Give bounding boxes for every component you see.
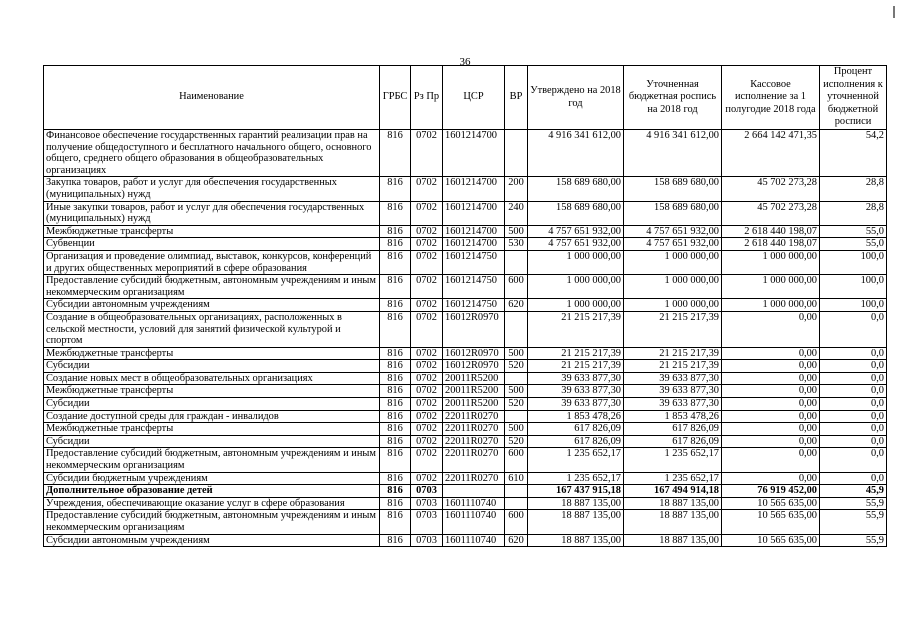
page-number: 36 (459, 56, 471, 68)
cell-csr: 1601214700 (443, 201, 505, 225)
cell-rzpr: 0702 (411, 385, 443, 398)
cell-grbs: 816 (380, 201, 411, 225)
cell-percent: 54,2 (820, 130, 887, 177)
cell-refined: 21 215 217,39 (624, 347, 722, 360)
header-grbs: ГРБС (380, 66, 411, 130)
table-row (44, 435, 887, 448)
cell-rzpr: 0702 (411, 238, 443, 251)
cell-cash: 0,00 (722, 435, 820, 448)
cell-rzpr: 0702 (411, 398, 443, 411)
cell-grbs: 816 (380, 435, 411, 448)
cell-refined: 39 633 877,30 (624, 372, 722, 385)
cell-csr: 1601214700 (443, 238, 505, 251)
cell-rzpr: 0702 (411, 250, 443, 274)
cell-name: Создание в общеобразовательных организациях, расположенных в сельской местности, условий для занятий физической культурой и спортом (44, 311, 380, 347)
cell-cash: 0,00 (722, 423, 820, 436)
cell-rzpr: 0702 (411, 472, 443, 485)
cell-percent: 0,0 (820, 448, 887, 472)
cell-approved: 4 757 651 932,00 (528, 225, 624, 238)
cell-cash: 1 000 000,00 (722, 250, 820, 274)
cell-name: Межбюджетные трансферты (44, 385, 380, 398)
cell-cash: 0,00 (722, 347, 820, 360)
cell-refined: 4 757 651 932,00 (624, 225, 722, 238)
table-row (44, 534, 887, 547)
cell-percent: 0,0 (820, 372, 887, 385)
cell-refined: 39 633 877,30 (624, 385, 722, 398)
cell-rzpr: 0702 (411, 423, 443, 436)
cell-cash: 0,00 (722, 372, 820, 385)
cell-approved: 1 000 000,00 (528, 275, 624, 299)
cell-name: Закупка товаров, работ и услуг для обеспечения государственных (муниципальных) нужд (44, 177, 380, 201)
scan-edge-mark (893, 6, 895, 18)
table-row (44, 347, 887, 360)
cell-vr: 600 (505, 510, 528, 534)
cell-grbs: 816 (380, 510, 411, 534)
cell-refined: 21 215 217,39 (624, 360, 722, 373)
cell-approved: 21 215 217,39 (528, 347, 624, 360)
cell-refined: 167 494 914,18 (624, 485, 722, 498)
cell-percent: 0,0 (820, 435, 887, 448)
cell-cash: 0,00 (722, 398, 820, 411)
cell-vr (505, 130, 528, 177)
table-row (44, 130, 887, 177)
cell-vr: 600 (505, 448, 528, 472)
cell-vr: 500 (505, 347, 528, 360)
cell-rzpr: 0703 (411, 497, 443, 510)
cell-vr: 620 (505, 534, 528, 547)
cell-approved: 18 887 135,00 (528, 534, 624, 547)
cell-rzpr: 0703 (411, 534, 443, 547)
cell-name: Предоставление субсидий бюджетным, автономным учреждениям и иным некоммерческим организациям (44, 510, 380, 534)
cell-cash: 0,00 (722, 385, 820, 398)
cell-name: Субсидии автономным учреждениям (44, 534, 380, 547)
cell-refined: 1 235 652,17 (624, 472, 722, 485)
cell-vr: 200 (505, 177, 528, 201)
table-row (44, 299, 887, 312)
cell-grbs: 816 (380, 398, 411, 411)
table-row (44, 225, 887, 238)
cell-approved: 4 916 341 612,00 (528, 130, 624, 177)
cell-grbs: 816 (380, 385, 411, 398)
cell-refined: 158 689 680,00 (624, 177, 722, 201)
cell-csr: 22011R0270 (443, 423, 505, 436)
cell-name: Учреждения, обеспечивающие оказание услуг в сфере образования (44, 497, 380, 510)
cell-approved: 39 633 877,30 (528, 385, 624, 398)
header-csr: ЦСР (443, 66, 505, 130)
cell-name: Межбюджетные трансферты (44, 423, 380, 436)
cell-percent: 0,0 (820, 472, 887, 485)
cell-refined: 617 826,09 (624, 423, 722, 436)
cell-csr: 1601110740 (443, 534, 505, 547)
table-row (44, 372, 887, 385)
cell-refined: 39 633 877,30 (624, 398, 722, 411)
cell-name: Субсидии (44, 435, 380, 448)
cell-csr: 1601110740 (443, 510, 505, 534)
cell-name: Межбюджетные трансферты (44, 225, 380, 238)
cell-percent: 100,0 (820, 275, 887, 299)
cell-vr (505, 311, 528, 347)
cell-cash: 76 919 452,00 (722, 485, 820, 498)
cell-approved: 18 887 135,00 (528, 510, 624, 534)
cell-vr: 500 (505, 385, 528, 398)
cell-csr: 1601214750 (443, 250, 505, 274)
cell-name: Финансовое обеспечение государственных гарантий реализации прав на получение общедоступного и бесплатного начального общего, основного общего, среднего общего образования в общеобразовательных организациях (44, 130, 380, 177)
cell-csr: 1601214750 (443, 275, 505, 299)
cell-rzpr: 0703 (411, 485, 443, 498)
cell-percent: 55,9 (820, 510, 887, 534)
header-vr: ВР (505, 66, 528, 130)
cell-refined: 4 916 341 612,00 (624, 130, 722, 177)
cell-name: Субсидии бюджетным учреждениям (44, 472, 380, 485)
cell-grbs: 816 (380, 299, 411, 312)
cell-rzpr: 0702 (411, 275, 443, 299)
cell-approved: 18 887 135,00 (528, 497, 624, 510)
header-refined: Уточненная бюджетная роспись на 2018 год (624, 66, 722, 130)
cell-percent: 0,0 (820, 423, 887, 436)
cell-name: Предоставление субсидий бюджетным, автономным учреждениям и иным некоммерческим организациям (44, 275, 380, 299)
cell-approved: 1 853 478,26 (528, 410, 624, 423)
cell-vr (505, 485, 528, 498)
cell-grbs: 816 (380, 177, 411, 201)
cell-refined: 18 887 135,00 (624, 497, 722, 510)
cell-cash: 0,00 (722, 360, 820, 373)
cell-approved: 158 689 680,00 (528, 177, 624, 201)
header-name: Наименование (44, 66, 380, 130)
table-row (44, 423, 887, 436)
cell-csr: 1601214700 (443, 177, 505, 201)
cell-csr: 16012R0970 (443, 360, 505, 373)
cell-grbs: 816 (380, 238, 411, 251)
cell-name: Дополнительное образование детей (44, 485, 380, 498)
cell-vr (505, 497, 528, 510)
cell-vr: 620 (505, 299, 528, 312)
cell-approved: 1 000 000,00 (528, 250, 624, 274)
cell-name: Межбюджетные трансферты (44, 347, 380, 360)
cell-grbs: 816 (380, 275, 411, 299)
table-row (44, 510, 887, 534)
cell-rzpr: 0702 (411, 299, 443, 312)
cell-name: Предоставление субсидий бюджетным, автономным учреждениям и иным некоммерческим организациям (44, 448, 380, 472)
cell-percent: 28,8 (820, 177, 887, 201)
cell-cash: 2 618 440 198,07 (722, 238, 820, 251)
cell-grbs: 816 (380, 347, 411, 360)
cell-percent: 100,0 (820, 299, 887, 312)
header-rzpr: Рз Пр (411, 66, 443, 130)
cell-grbs: 816 (380, 311, 411, 347)
cell-approved: 617 826,09 (528, 435, 624, 448)
cell-approved: 1 235 652,17 (528, 472, 624, 485)
cell-name: Субсидии (44, 398, 380, 411)
cell-csr: 22011R0270 (443, 435, 505, 448)
cell-refined: 1 235 652,17 (624, 448, 722, 472)
cell-refined: 4 757 651 932,00 (624, 238, 722, 251)
cell-grbs: 816 (380, 485, 411, 498)
cell-cash: 1 000 000,00 (722, 299, 820, 312)
cell-percent: 55,0 (820, 225, 887, 238)
cell-rzpr: 0702 (411, 435, 443, 448)
cell-vr: 500 (505, 423, 528, 436)
cell-cash: 10 565 635,00 (722, 510, 820, 534)
header-approved: Утверждено на 2018 год (528, 66, 624, 130)
table-body (44, 130, 887, 547)
cell-refined: 18 887 135,00 (624, 534, 722, 547)
cell-grbs: 816 (380, 372, 411, 385)
cell-refined: 21 215 217,39 (624, 311, 722, 347)
cell-percent: 55,9 (820, 534, 887, 547)
table-row (44, 472, 887, 485)
cell-rzpr: 0702 (411, 360, 443, 373)
header-cash: Кассовое исполнение за 1 полугодие 2018 года (722, 66, 820, 130)
table-row (44, 201, 887, 225)
cell-grbs: 816 (380, 250, 411, 274)
cell-csr: 16012R0970 (443, 347, 505, 360)
cell-csr: 1601214700 (443, 225, 505, 238)
cell-percent: 0,0 (820, 311, 887, 347)
cell-cash: 2 664 142 471,35 (722, 130, 820, 177)
cell-cash: 10 565 635,00 (722, 534, 820, 547)
cell-rzpr: 0702 (411, 372, 443, 385)
cell-cash: 2 618 440 198,07 (722, 225, 820, 238)
table-row (44, 398, 887, 411)
table-row (44, 250, 887, 274)
cell-refined: 1 000 000,00 (624, 250, 722, 274)
cell-approved: 4 757 651 932,00 (528, 238, 624, 251)
table-row (44, 311, 887, 347)
cell-grbs: 816 (380, 497, 411, 510)
cell-rzpr: 0702 (411, 448, 443, 472)
cell-grbs: 816 (380, 225, 411, 238)
cell-rzpr: 0703 (411, 510, 443, 534)
cell-refined: 158 689 680,00 (624, 201, 722, 225)
cell-grbs: 816 (380, 423, 411, 436)
cell-refined: 617 826,09 (624, 435, 722, 448)
cell-vr (505, 410, 528, 423)
cell-rzpr: 0702 (411, 130, 443, 177)
cell-approved: 1 000 000,00 (528, 299, 624, 312)
cell-percent: 0,0 (820, 398, 887, 411)
cell-name: Субсидии автономным учреждениям (44, 299, 380, 312)
cell-csr: 22011R0270 (443, 410, 505, 423)
cell-rzpr: 0702 (411, 410, 443, 423)
table-header-row (44, 66, 887, 130)
cell-vr: 500 (505, 225, 528, 238)
header-percent: Процент исполнения к уточненной бюджетной росписи (820, 66, 887, 130)
cell-refined: 18 887 135,00 (624, 510, 722, 534)
cell-percent: 55,9 (820, 497, 887, 510)
cell-approved: 21 215 217,39 (528, 311, 624, 347)
cell-rzpr: 0702 (411, 225, 443, 238)
cell-rzpr: 0702 (411, 201, 443, 225)
cell-rzpr: 0702 (411, 311, 443, 347)
cell-vr: 520 (505, 360, 528, 373)
cell-approved: 1 235 652,17 (528, 448, 624, 472)
cell-refined: 1 853 478,26 (624, 410, 722, 423)
cell-name: Организация и проведение олимпиад, выставок, конкурсов, конференций и других общественных мероприятий в сфере образования (44, 250, 380, 274)
cell-name: Субсидии (44, 360, 380, 373)
cell-vr: 610 (505, 472, 528, 485)
cell-cash: 45 702 273,28 (722, 177, 820, 201)
cell-name: Создание новых мест в общеобразовательных организациях (44, 372, 380, 385)
table-row (44, 238, 887, 251)
cell-name: Создание доступной среды для граждан - инвалидов (44, 410, 380, 423)
table-row (44, 385, 887, 398)
table-row (44, 485, 887, 498)
cell-grbs: 816 (380, 410, 411, 423)
cell-percent: 100,0 (820, 250, 887, 274)
cell-csr: 22011R0270 (443, 472, 505, 485)
cell-grbs: 816 (380, 360, 411, 373)
cell-refined: 1 000 000,00 (624, 299, 722, 312)
cell-percent: 0,0 (820, 347, 887, 360)
cell-approved: 617 826,09 (528, 423, 624, 436)
cell-approved: 21 215 217,39 (528, 360, 624, 373)
cell-name: Субвенции (44, 238, 380, 251)
cell-vr (505, 372, 528, 385)
cell-rzpr: 0702 (411, 347, 443, 360)
cell-grbs: 816 (380, 448, 411, 472)
cell-approved: 167 437 915,18 (528, 485, 624, 498)
table-row (44, 497, 887, 510)
cell-approved: 158 689 680,00 (528, 201, 624, 225)
cell-cash: 0,00 (722, 472, 820, 485)
cell-cash: 45 702 273,28 (722, 201, 820, 225)
table-row (44, 410, 887, 423)
table-row (44, 177, 887, 201)
cell-csr: 1601110740 (443, 497, 505, 510)
cell-csr: 20011R5200 (443, 398, 505, 411)
cell-approved: 39 633 877,30 (528, 398, 624, 411)
cell-vr: 530 (505, 238, 528, 251)
cell-rzpr: 0702 (411, 177, 443, 201)
cell-vr (505, 250, 528, 274)
cell-name: Иные закупки товаров, работ и услуг для обеспечения государственных (муниципальных) нужд (44, 201, 380, 225)
cell-vr: 600 (505, 275, 528, 299)
cell-grbs: 816 (380, 472, 411, 485)
cell-csr: 20011R5200 (443, 372, 505, 385)
cell-csr: 22011R0270 (443, 448, 505, 472)
table-row (44, 448, 887, 472)
cell-vr: 240 (505, 201, 528, 225)
cell-csr: 1601214750 (443, 299, 505, 312)
cell-grbs: 816 (380, 130, 411, 177)
cell-csr: 20011R5200 (443, 385, 505, 398)
cell-cash: 0,00 (722, 311, 820, 347)
cell-cash: 1 000 000,00 (722, 275, 820, 299)
cell-vr: 520 (505, 398, 528, 411)
cell-cash: 0,00 (722, 448, 820, 472)
cell-cash: 0,00 (722, 410, 820, 423)
cell-csr (443, 485, 505, 498)
cell-percent: 0,0 (820, 410, 887, 423)
cell-csr: 1601214700 (443, 130, 505, 177)
table-row (44, 360, 887, 373)
cell-csr: 16012R0970 (443, 311, 505, 347)
cell-percent: 0,0 (820, 385, 887, 398)
cell-cash: 10 565 635,00 (722, 497, 820, 510)
cell-grbs: 816 (380, 534, 411, 547)
cell-vr: 520 (505, 435, 528, 448)
cell-percent: 28,8 (820, 201, 887, 225)
cell-approved: 39 633 877,30 (528, 372, 624, 385)
cell-percent: 55,0 (820, 238, 887, 251)
table-row (44, 275, 887, 299)
cell-percent: 45,9 (820, 485, 887, 498)
cell-percent: 0,0 (820, 360, 887, 373)
budget-table (43, 65, 887, 547)
cell-refined: 1 000 000,00 (624, 275, 722, 299)
